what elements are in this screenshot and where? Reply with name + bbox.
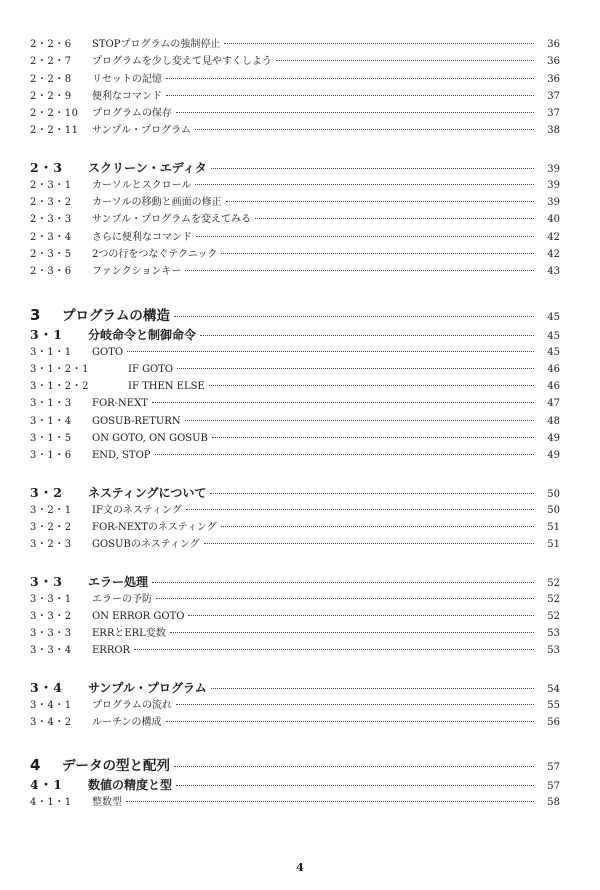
section-gap <box>30 660 560 678</box>
dot-leader <box>166 94 534 96</box>
toc-entry-sub[interactable] <box>30 211 560 228</box>
dot-leader <box>195 128 534 130</box>
toc-entry-number: 3・3 <box>30 573 63 589</box>
dot-leader <box>195 183 534 185</box>
section-gap <box>30 554 560 572</box>
dot-leader <box>211 167 534 169</box>
toc-entry-page: 52 <box>547 577 560 589</box>
table-of-contents <box>30 36 560 812</box>
dot-leader <box>152 581 534 583</box>
toc-entry-number: 3・4・1 <box>30 699 72 711</box>
toc-entry-sub[interactable] <box>30 413 560 430</box>
toc-entry-sub[interactable] <box>30 608 560 625</box>
toc-entry-title: END, STOP <box>92 450 151 462</box>
toc-entry-number: 3・2 <box>30 484 63 500</box>
toc-entry-title: スクリーン・エディタ <box>88 160 207 175</box>
toc-entry-page: 50 <box>547 504 560 516</box>
toc-entry-title: ON GOTO, ON GOSUB <box>92 433 208 445</box>
toc-entry-sub[interactable] <box>30 71 560 88</box>
toc-entry-title: ファンクションキー <box>92 266 182 278</box>
toc-entry-title: リセットの記憶 <box>92 73 162 85</box>
dot-leader <box>210 492 534 494</box>
toc-entry-sub[interactable] <box>30 642 560 659</box>
toc-entry-sub[interactable] <box>30 263 560 280</box>
toc-entry-page: 57 <box>547 762 560 774</box>
toc-entry-number: 3・4 <box>30 679 63 695</box>
toc-entry-title: ERROR <box>92 645 131 657</box>
toc-entry-title: データの型と配列 <box>62 758 170 775</box>
toc-entry-sub2[interactable] <box>30 378 560 395</box>
toc-entry-page: 37 <box>547 90 560 102</box>
toc-entry-title: ON ERROR GOTO <box>92 610 185 622</box>
dot-leader <box>224 42 534 44</box>
toc-entry-sec[interactable] <box>30 775 560 794</box>
toc-entry-sub[interactable] <box>30 395 560 412</box>
toc-entry-title: ルーチンの構成 <box>92 717 162 729</box>
toc-entry-number: 3・3・2 <box>30 610 72 622</box>
toc-entry-page: 56 <box>547 717 560 729</box>
toc-entry-number: 3・1 <box>30 326 63 342</box>
dot-leader <box>177 367 534 369</box>
toc-entry-title: プログラムを少し変えて見やすくしよう <box>92 56 272 68</box>
toc-entry-title: FOR-NEXT <box>92 398 148 410</box>
toc-entry-title: IF THEN ELSE <box>128 381 205 393</box>
dot-leader <box>174 765 534 767</box>
toc-entry-sub[interactable] <box>30 229 560 246</box>
toc-entry-page: 45 <box>547 330 560 342</box>
dot-leader <box>221 525 534 527</box>
toc-entry-number: 3・3・3 <box>30 628 72 640</box>
dot-leader <box>176 703 534 705</box>
toc-entry-page: 36 <box>547 56 560 68</box>
toc-entry-chap[interactable] <box>30 305 560 325</box>
dot-leader <box>221 252 534 254</box>
toc-entry-page: 45 <box>547 311 560 323</box>
dot-leader <box>176 111 534 113</box>
toc-entry-page: 49 <box>547 433 560 445</box>
toc-entry-title: 2つの行をつなぐテクニック <box>92 248 218 260</box>
dot-leader <box>188 614 534 616</box>
toc-entry-number: 3・1・3 <box>30 398 72 410</box>
toc-entry-number: 2・3 <box>30 159 63 175</box>
toc-entry-title: エラーの予防 <box>92 593 152 605</box>
dot-leader <box>166 77 534 79</box>
toc-entry-page: 52 <box>547 593 560 605</box>
toc-entry-title: GOSUB-RETURN <box>92 415 181 427</box>
toc-entry-title: プログラムの流れ <box>92 699 172 711</box>
toc-entry-number: 4・1 <box>30 777 63 793</box>
toc-entry-sec[interactable] <box>30 325 560 344</box>
section-gap <box>30 731 560 755</box>
toc-entry-page: 39 <box>547 179 560 191</box>
toc-entry-page: 40 <box>547 214 560 226</box>
toc-entry-number: 3 <box>30 305 41 324</box>
toc-entry-title: 数値の精度と型 <box>88 778 173 793</box>
toc-entry-page: 37 <box>547 108 560 120</box>
toc-entry-number: 4・1・1 <box>30 797 72 809</box>
toc-entry-title: サンプル・プログラムを変えてみる <box>92 214 251 226</box>
toc-entry-title: サンプル・プログラム <box>92 125 191 137</box>
toc-entry-title: IF GOTO <box>128 363 174 375</box>
toc-entry-page: 36 <box>547 39 560 50</box>
toc-entry-number: 3・2・3 <box>30 539 72 551</box>
toc-entry-number: 2・2・9 <box>30 90 72 102</box>
toc-entry-sub[interactable] <box>30 194 560 211</box>
toc-entry-number: 2・3・6 <box>30 266 72 278</box>
section-gap <box>30 140 560 158</box>
dot-leader <box>134 648 534 650</box>
toc-entry-sub[interactable] <box>30 246 560 263</box>
toc-entry-title: 便利なコマンド <box>92 90 162 102</box>
toc-entry-sub[interactable] <box>30 591 560 608</box>
dot-leader <box>276 59 534 61</box>
toc-entry-page: 55 <box>547 699 560 711</box>
toc-entry-title: プログラムの構造 <box>62 307 170 324</box>
toc-entry-page: 52 <box>547 610 560 622</box>
toc-entry-page: 58 <box>547 797 560 809</box>
toc-entry-sec[interactable] <box>30 678 560 697</box>
toc-entry-number: 2・3・3 <box>30 214 72 226</box>
toc-entry-number: 3・2・1 <box>30 504 72 516</box>
section-gap <box>30 465 560 483</box>
toc-entry-number: 2・3・5 <box>30 248 72 260</box>
toc-entry-number: 3・1・2・2 <box>30 381 89 393</box>
toc-entry-title: ネスティングについて <box>88 485 207 500</box>
dot-leader <box>211 687 534 689</box>
dot-leader <box>204 542 534 544</box>
toc-entry-number: 3・3・4 <box>30 645 72 657</box>
dot-leader <box>226 200 534 202</box>
toc-entry-number: 2・2・11 <box>30 125 79 137</box>
toc-entry-title: GOTO <box>92 346 124 358</box>
toc-entry-sub[interactable] <box>30 105 560 122</box>
dot-leader <box>185 419 534 421</box>
toc-entry-title: カーソルの移動と画面の修正 <box>92 197 222 209</box>
toc-entry-number: 3・3・1 <box>30 593 72 605</box>
toc-entry-title: ERRとERL変数 <box>92 628 166 640</box>
toc-entry-page: 53 <box>547 645 560 657</box>
toc-entry-sub[interactable] <box>30 714 560 731</box>
toc-entry-title: さらに便利なコマンド <box>92 231 192 243</box>
dot-leader <box>185 269 534 271</box>
toc-entry-page: 46 <box>547 381 560 393</box>
toc-entry-page: 53 <box>547 628 560 640</box>
toc-entry-number: 2・3・1 <box>30 179 72 191</box>
dot-leader <box>152 401 534 403</box>
toc-entry-number: 3・4・2 <box>30 717 72 729</box>
toc-entry-sub[interactable] <box>30 502 560 519</box>
dot-leader <box>176 784 534 786</box>
toc-entry-page: 54 <box>547 683 560 695</box>
toc-entry-number: 3・1・2・1 <box>30 363 89 375</box>
toc-entry-number: 2・2・10 <box>30 108 79 120</box>
dot-leader <box>166 720 535 722</box>
dot-leader <box>126 800 534 802</box>
toc-entry-sub[interactable] <box>30 53 560 70</box>
dot-leader <box>155 453 534 455</box>
toc-entry-title: GOSUBのネスティング <box>92 539 200 551</box>
toc-entry-title: STOPプログラムの強制停止 <box>92 39 221 50</box>
toc-entry-sub[interactable] <box>30 122 560 139</box>
toc-entry-number: 3・1・4 <box>30 415 72 427</box>
toc-entry-sub[interactable] <box>30 177 560 194</box>
toc-entry-page: 36 <box>547 73 560 85</box>
toc-entry-title: 整数型 <box>92 797 122 809</box>
toc-entry-title: プログラムの保存 <box>92 108 172 120</box>
toc-entry-sub[interactable] <box>30 697 560 714</box>
toc-entry-title: IF文のネスティング <box>92 504 182 516</box>
toc-entry-number: 3・1・5 <box>30 433 72 445</box>
toc-entry-sub[interactable] <box>30 36 560 53</box>
dot-leader <box>156 597 534 599</box>
toc-entry-title: サンプル・プログラム <box>88 680 207 695</box>
toc-entry-page: 50 <box>547 488 560 500</box>
toc-entry-title: エラー処理 <box>88 574 149 589</box>
toc-entry-page: 51 <box>547 539 560 551</box>
dot-leader <box>209 384 534 386</box>
dot-leader <box>174 315 534 317</box>
toc-entry-number: 2・2・7 <box>30 56 72 68</box>
dot-leader <box>127 350 534 352</box>
toc-entry-page: 39 <box>547 163 560 175</box>
toc-entry-sec[interactable] <box>30 158 560 177</box>
dot-leader <box>212 436 534 438</box>
toc-entry-page: 46 <box>547 363 560 375</box>
toc-entry-page: 42 <box>547 248 560 260</box>
toc-entry-page: 49 <box>547 450 560 462</box>
dot-leader <box>170 631 534 633</box>
toc-entry-page: 45 <box>547 346 560 358</box>
toc-entry-sec[interactable] <box>30 572 560 591</box>
toc-entry-number: 2・3・4 <box>30 231 72 243</box>
dot-leader <box>255 217 534 219</box>
page-number: 4 <box>296 861 304 874</box>
toc-entry-chap[interactable] <box>30 755 560 775</box>
toc-entry-title: FOR-NEXTのネスティング <box>92 521 217 533</box>
toc-entry-page: 43 <box>547 266 560 278</box>
toc-entry-sub[interactable] <box>30 447 560 464</box>
toc-entry-sub[interactable] <box>30 430 560 447</box>
toc-entry-sub2[interactable] <box>30 361 560 378</box>
toc-entry-page: 57 <box>547 781 560 793</box>
toc-entry-sub[interactable] <box>30 519 560 536</box>
toc-entry-page: 42 <box>547 231 560 243</box>
dot-leader <box>200 334 534 336</box>
dot-leader <box>186 508 534 510</box>
toc-entry-title: カーソルとスクロール <box>92 179 192 191</box>
toc-entry-page: 39 <box>547 197 560 209</box>
toc-entry-number: 3・2・2 <box>30 521 72 533</box>
dot-leader <box>196 235 534 237</box>
toc-entry-title: 分岐命令と制御命令 <box>88 327 197 342</box>
toc-entry-sub[interactable] <box>30 625 560 642</box>
toc-entry-sub[interactable] <box>30 88 560 105</box>
toc-entry-page: 38 <box>547 125 560 137</box>
toc-entry-sec[interactable] <box>30 483 560 502</box>
toc-entry-number: 3・1・6 <box>30 450 72 462</box>
toc-entry-page: 47 <box>547 398 560 410</box>
toc-entry-sub[interactable] <box>30 536 560 553</box>
toc-entry-page: 51 <box>547 521 560 533</box>
toc-entry-number: 2・2・8 <box>30 73 72 85</box>
toc-entry-number: 2・3・2 <box>30 197 72 209</box>
toc-entry-number: 2・2・6 <box>30 39 72 50</box>
toc-entry-number: 3・1・1 <box>30 346 72 358</box>
toc-entry-page: 48 <box>547 415 560 427</box>
toc-entry-sub[interactable] <box>30 794 560 811</box>
toc-entry-sub[interactable] <box>30 344 560 361</box>
toc-entry-number: 4 <box>30 756 41 775</box>
section-gap <box>30 281 560 305</box>
